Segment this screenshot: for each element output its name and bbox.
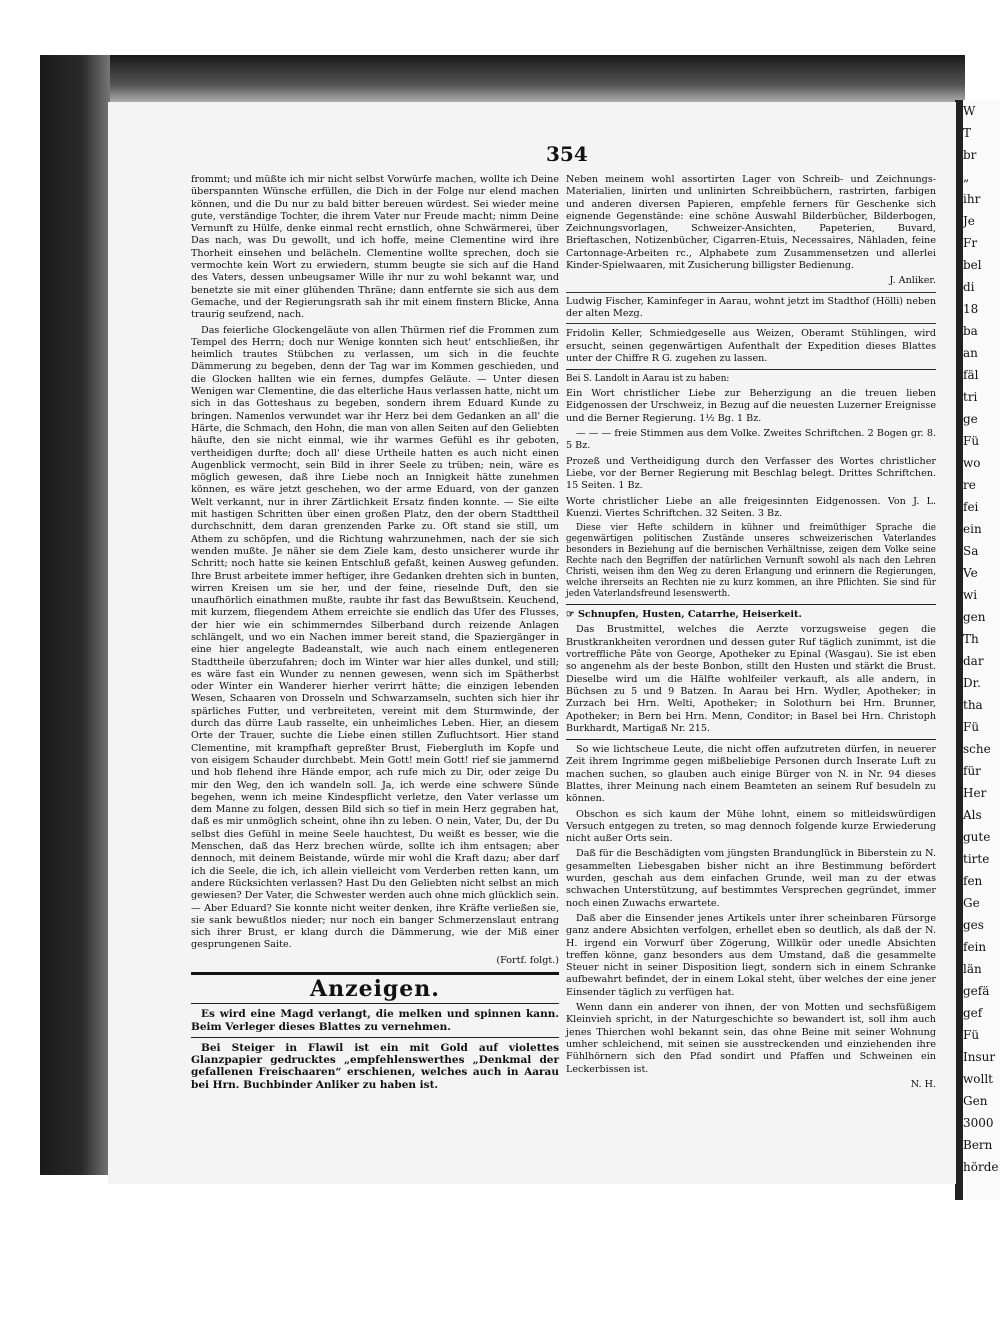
next-page-fragment: wi <box>963 588 978 602</box>
next-page-fragment: ges <box>963 918 984 932</box>
next-page-fragment: Ve <box>963 566 978 580</box>
next-page-fragment: dar <box>963 654 984 668</box>
next-page-fragment: Fü <box>963 434 980 448</box>
books-intro: Bei S. Landolt in Aarau ist zu haben: <box>566 374 730 385</box>
next-page-fragment: Her <box>963 786 987 800</box>
next-page-fragment: Sa <box>963 544 979 558</box>
next-page-fragment: hörde <box>963 1160 999 1174</box>
divider <box>566 369 936 370</box>
ad-stationery: Neben meinem wohl assortirten Lager von Schreib- und Zeichnungs-Materialien, linirten und unlinirten Schreibbüchern, rastrirten, farbigen und anderen diversen Papieren, empfehle ferners für Geschenke sich eignende Gegenstände: eine schöne Auswahl Bilderbücher, Bilderbogen, Zeichnungsvorlagen, Schweizer-Ansichten, Papeterien, Buvard, Brieftaschen, Notizenbücher, Cigarren-Etuis, Necessaires, Nähladen, feine Cartonnage-Arbeiten rc., Alphabete zum Zusammensetzen und allerlei Kinder-Spielwaaren, mit Zusicherung billigster Bedienung. <box>566 174 936 272</box>
next-page-fragment: fei <box>963 500 979 514</box>
scan-shadow-top <box>40 55 965 105</box>
next-page-fragment: län <box>963 962 982 976</box>
next-page-fragment: Insur <box>963 1050 996 1064</box>
letter-paragraph: Daß aber die Einsender jenes Artikels unter ihrer scheinbaren Fürsorge ganz andere Absichten verfolgen, erhellet eben so deutlich, als daß der N. H. irgend ein Vorwurf über Zögerung, Willkür oder unedle Absichten treffen könne, ganz besonders aus dem Umstand, daß die gesammelte Steuer nicht in seiner Disposition liegt, sondern sich in einem Schranke aufbewahrt befindet, der in einem Lokal steht, über welches der eine jener Einsender täglich zu verfügen hat. <box>566 912 936 998</box>
next-page-fragment: tri <box>963 390 978 404</box>
next-page-fragment: 3000 <box>963 1116 994 1130</box>
letter-paragraph: Wenn dann ein anderer von ihnen, der von Motten und sechsfüßigem Kleinvieh spricht, in der Naturgeschichte so bewandert ist, soll ihm auch jenes Thierchen wohl bekannt sein, das ohne Beine mit seiner Wohnung umher schleichend, mit seinen sie ausstreckenden und einziehenden ihre Fühlhörnern sich den Pfad sondirt und Pfaffen und Schweinen ein Leckerbissen ist. <box>566 1002 936 1075</box>
story-paragraph: frommt; und müßte ich mir nicht selbst Vorwürfe machen, wollte ich Deine überspannten Wünsche erfüllen, die Dich in der Folge nur elend machen können, und die Du nur zu bald bitter bereuen würdest. Sei wieder meine gute, verständige Tochter, die ihrem Vater nur Freude macht; nimm Deine Vernunft zu Hülfe, denke einmal recht ernstlich, ohne Schwärmerei, über Das nach, was Du gewollt, und ich hoffe, meine Clementine wird ihre Thorheit einsehen und belächeln. Clementine wollte sprechen, doch sie vermochte kein Wort zu erwiedern, stumm beugte sie sich auf die Hand des Vaters, dessen unbeugsamer Wille ihr nur zu wohl bekannt war, und benetzte sie mit einer glühenden Thräne; dann entfernte sie sich aus dem Gemache, und der Regierungsrath sah ihr mit einem finstern Blicke, Anna traurig seufzend, nach. <box>191 174 559 321</box>
ad-blacksmith-notice: Fridolin Keller, Schmiedgeselle aus Weizen, Oberamt Stühlingen, wird ersucht, seinen gegenwärtigen Aufenthalt der Expedition dieses Blattes unter der Chiffre R G. zugehen zu lassen. <box>566 328 936 364</box>
divider <box>566 739 936 740</box>
cough-remedy-text: Das Brustmittel, welches die Aerzte vorzugsweise gegen die Brustkrankheiten verordnen und dessen guter Ruf täglich zunimmt, ist die vortreffliche Pâte von George, Apotheker zu Epinal (Wasgau). Sie ist eben so angenehm als der beste Bonbon, stillt den Husten und stärkt die Brust. Dieselbe wird um die Hälfte wohlfeiler verkauft, als alle andern, in Büchsen zu 5 und 9 Batzen. In Aarau bei Hrn. Wydler, Apotheker; in Zurzach bei Hrn. Welti, Apotheker; in Solothurn bei Hrn. Brunner, Apotheker; in Bern bei Hrn. Menn, Conditor; in Basel bei Hrn. Christoph Burkhardt, Martigaß Nr. 215. <box>566 624 936 734</box>
next-page-fragment: „ <box>963 170 970 184</box>
next-page-fragment: 18 <box>963 302 979 316</box>
next-page-fragment: ge <box>963 412 978 426</box>
next-page-fragment: für <box>963 764 981 778</box>
next-page-fragment: Dr. <box>963 676 981 690</box>
story-paragraph: Das feierliche Glockengeläute von allen Thürmen rief die Frommen zum Tempel des Herrn; doch nur Wenige konnten sich heut' entschließen, ihr heimlich trautes Stübchen zu verlassen, um sich in die feuchte Dämmerung zu begeben, denn der Tag war im Kommen geschieden, und die Glocken hallten wie ein fernes, dumpfes Geläute. — Unter diesen Wenigen war Clementine, die das elterliche Haus verlassen hatte, nicht um sich in das Gotteshaus zu begeben, sondern ihrem Eduard Kunde zu bringen. Namenlos verwundet war ihr Herz bei dem Gedanken an all' die Härte, die Schmach, den Hohn, die man von allen Seiten auf den Geliebten häufte, den sie nicht einmal, wie ihr warmes Gefühl es ihr geboten, vertheidigen durfte; doch all' diese Urtheile hatten es auch nicht einen Augenblick vermocht, sein Bild in ihrer Seele zu trüben; nein, wäre es möglich gewesen, daß ihre Liebe noch an Innigkeit hätte zunehmen können, es wäre jetzt geschehen, wo der arme Eduard, von der ganzen Welt verkannt, nur in ihrer Zärtlichkeit Ersatz finden konnte. — Sie eilte mit hastigen Schritten über einen großen Platz, den der obern Stadttheil durchschnitt, dem daran grenzenden Parke zu. Oft stand sie still, um Athem zu schöpfen, und die Richtung wahrzunehmen, nach der sie sich wenden mußte. Je näher sie dem Ziele kam, desto unsicherer wurde ihr Schritt; noch hatte sie keinen Entschluß gefaßt, keinen Ausweg gefunden. Ihre Brust arbeitete immer heftiger, ihre Gedanken drehten sich in bunten, wirren Kreisen um sie her, und der feine, rieselnde Duft, den sie unaufhörlich einathmen mußte, raubte ihr fast das Bewußtsein. Keuchend, mit kurzem, fliegendem Athem erreichte sie endlich das Ufer des Flusses, der hier wie ein schimmerndes Silberband durch reizende Anlagen schlängelt, und wo ein Nachen immer bereit stand, die Spaziergänger in eine hier angelegte Badeanstalt, wie auch nach einem entlegeneren Stadttheile überzufahren; doch im Winter war hier alles dunkel, und still; es wäre fast ein Wunder zu nennen gewesen, wenn sich im Spätherbst oder Winter ein Wanderer hierher verirrt hätte; die einzigen lebenden Wesen, Schaaren von Drosseln und Schwarzamseln, suchten sich hier ihr spärliches Futter, und verbreiteten, vereint mit dem Sturmwinde, der durch das dürre Laub rasselte, ein unheimliches Leben. Hier, an diesem Orte der Trauer, suchte die Liebe einen stillen Zufluchtsort. Hier stand Clementine, mit krampfhaft gepreßter Brust, Fiebergluth im Kopfe und von eisigem Schauder durchbebt. Mein Gott! mein Gott! rief sie jammernd und hob flehend ihre Hände empor, ach rufe mich zu Dir, oder zeige Du mir den Weg, den ich wandeln soll. Ja, ich werde eine schwere Sünde begehen, wenn ich meine Kindespflicht verletze, den Vater verlasse um dem Manne zu folgen, dessen Bild sich so tief in mein Herz gegraben hat, daß es mir unmöglich scheint, ohne ihn zu leben. O nein, Vater, Du, der Du selbst dies Gefühl in meine Seele hauchtest, Du weißt es besser, wie die Menschen, daß das Herz brechen würde, sollte ich ihm entsagen; aber dennoch, mit deinem Beistande, würde mir wohl die Kraft dazu; aber darf ich die Seele, die ich, ich allein vielleicht vom Verderben retten kann, um andere Rücksichten verlassen? Hast Du den Geliebten nicht selbst an mich gewiesen? Der Vater, die Schwester werden auch ohne mich glücklich sein. — Aber Eduard? Sie konnte nicht weiter denken, ihre Kräfte verließen sie, sie sank bewußtlos nieder; nur noch ein banger Schmerzenslaut entrang sich ihrer Brust, er klang durch die Dämmerung, wie der Miß einer gesprungenen Saite. <box>191 324 559 951</box>
next-page-fragment: Fü <box>963 720 980 734</box>
scan-left-edge <box>40 55 110 1175</box>
next-page-fragment: re <box>963 478 976 492</box>
next-page-fragment: T <box>963 126 972 140</box>
next-page-fragment: ein <box>963 522 982 536</box>
next-page-edge <box>963 100 1000 1200</box>
book-entry: Ein Wort christlicher Liebe zur Beherzigung an die treuen lieben Eidgenossen der Urschweiz, in Bezug auf die neuesten Luzerner Ereignisse und die Berner Regierung. 1½ Bg. 1 Bz. <box>566 388 936 424</box>
next-page-fragment: di <box>963 280 975 294</box>
next-page-fragment: fäl <box>963 368 979 382</box>
next-page-fragment: Als <box>963 808 982 822</box>
next-page-fragment: sche <box>963 742 991 756</box>
next-page-fragment: Ge <box>963 896 980 910</box>
next-page-fragment: bel <box>963 258 982 272</box>
books-description: Diese vier Hefte schildern in kühner und freimüthiger Sprache die gegenwärtigen politischen Zustände unseres schweizerischen Vaterlandes besonders in Beziehung auf die bernischen Verhältnisse, zeigen dem Volke seine Rechte nach den Begriffen der natürlichen Vernunft sowohl als nach den Lehren Christi, weisen ihm den Weg zu deren Erlangung und erinnern die Regierungen, welche ihrerseits an Rechten nie zu kurz kommen, an ihre Pflichten. Sie sind für jeden Vaterlandsfreund lesenswerth. <box>566 523 936 600</box>
ad-maid-wanted: Es wird eine Magd verlangt, die melken und spinnen kann. Beim Verleger dieses Blattes zu vernehmen. <box>191 1008 559 1033</box>
next-page-fragment: gute <box>963 830 991 844</box>
left-column <box>191 174 559 1094</box>
next-page-fragment: ba <box>963 324 978 338</box>
book-entry: Prozeß und Vertheidigung durch den Verfasser des Wortes christlicher Liebe, vor der Berner Regierung mit Beschlag belegt. Drittes Schriftchen. 15 Seiten. 1 Bz. <box>566 455 936 492</box>
next-page-fragment: W <box>963 104 976 118</box>
newspaper-page <box>108 102 956 1184</box>
next-page-fragment: tirte <box>963 852 990 866</box>
cough-remedy-title-text: Schnupfen, Husten, Catarrhe, Heiserkeit. <box>577 609 802 621</box>
next-page-fragment: Fü <box>963 1028 980 1042</box>
next-page-fragment: Bern <box>963 1138 993 1152</box>
next-page-fragment: wollt <box>963 1072 993 1086</box>
book-entry: — — — freie Stimmen aus dem Volke. Zweites Schriftchen. 2 Bogen gr. 8. 5 Bz. <box>566 428 936 452</box>
scan-gutter <box>955 100 963 1200</box>
next-page-fragment: fein <box>963 940 987 954</box>
next-page-fragment: tha <box>963 698 983 712</box>
right-column <box>566 174 936 1091</box>
letter-signature: N. H. <box>910 1078 936 1090</box>
ad-chimney-sweep <box>566 292 936 325</box>
book-entry: Worte christlicher Liebe an alle freigesinnten Eidgenossen. Von J. L. Kuenzi. Viertes Schriftchen. 32 Seiten. 3 Bz. <box>566 495 936 519</box>
ads-heading: Anzeigen. <box>310 976 440 1002</box>
letter-paragraph: So wie lichtscheue Leute, die nicht offen aufzutreten dürfen, in neuerer Zeit ihrem Ingrimme gegen mißbeliebige Personen durch Inserate Luft zu machen suchen, so glauben auch einige Bürger von N. in Nr. 94 dieses Blattes, ihrer Meinung nach einem Beamteten an seinem Ruf besudeln zu können. <box>566 744 936 805</box>
divider <box>191 1003 559 1004</box>
next-page-fragment: Je <box>963 214 975 228</box>
next-page-fragment: ihr <box>963 192 981 206</box>
ad-stationery-signature: J. Anliker. <box>889 275 936 287</box>
divider <box>566 604 936 605</box>
next-page-fragment: fen <box>963 874 983 888</box>
next-page-fragment: Th <box>963 632 979 646</box>
next-page-fragment: gef <box>963 1006 983 1020</box>
section-divider <box>191 972 559 975</box>
next-page-fragment: gefä <box>963 984 990 998</box>
next-page-fragment: an <box>963 346 978 360</box>
letter-paragraph: Obschon es sich kaum der Mühe lohnt, einem so mitleidswürdigen Versuch entgegen zu treten, so mag dennoch folgende kurze Erwiederung nicht außer Orts sein. <box>566 808 936 845</box>
letter-paragraph: Daß für die Beschädigten vom jüngsten Brandunglück in Biberstein zu N. gesammelten Liebesgaben bisher nicht an ihre Bestimmung befördert wurden, geschah aus dem einfachen Grunde, weil man zu der etwas schwachen Unterstützung, auf bestimmtes Versprechen gegründet, immer noch einen Zuwachs erwartete. <box>566 848 936 909</box>
ad-monument-print: Bei Steiger in Flawil ist ein mit Gold auf violettes Glanzpapier gedrucktes „empfehlenswerthes „Denkmal der gefallenen Freischaaren“ erschienen, welches auch in Aarau bei Hrn. Buchbinder Anliker zu haben ist. <box>191 1041 559 1091</box>
next-page-fragment: wo <box>963 456 981 470</box>
pointing-hand-icon: ☞ <box>566 609 578 621</box>
cough-remedy-title <box>566 609 936 621</box>
next-page-fragment: br <box>963 148 977 162</box>
ad-chimney-sweep-text: Ludwig Fischer, Kaminfeger in Aarau, wohnt jetzt im Stadthof (Hölli) neben der alten Mezg. <box>566 295 936 319</box>
next-page-fragment: gen <box>963 610 986 624</box>
next-page-fragment: Gen <box>963 1094 988 1108</box>
page-number: 354 <box>546 142 588 166</box>
next-page-fragment: Fr <box>963 236 978 250</box>
divider <box>191 1037 559 1038</box>
continuation-note: (Fortf. folgt.) <box>496 954 559 966</box>
